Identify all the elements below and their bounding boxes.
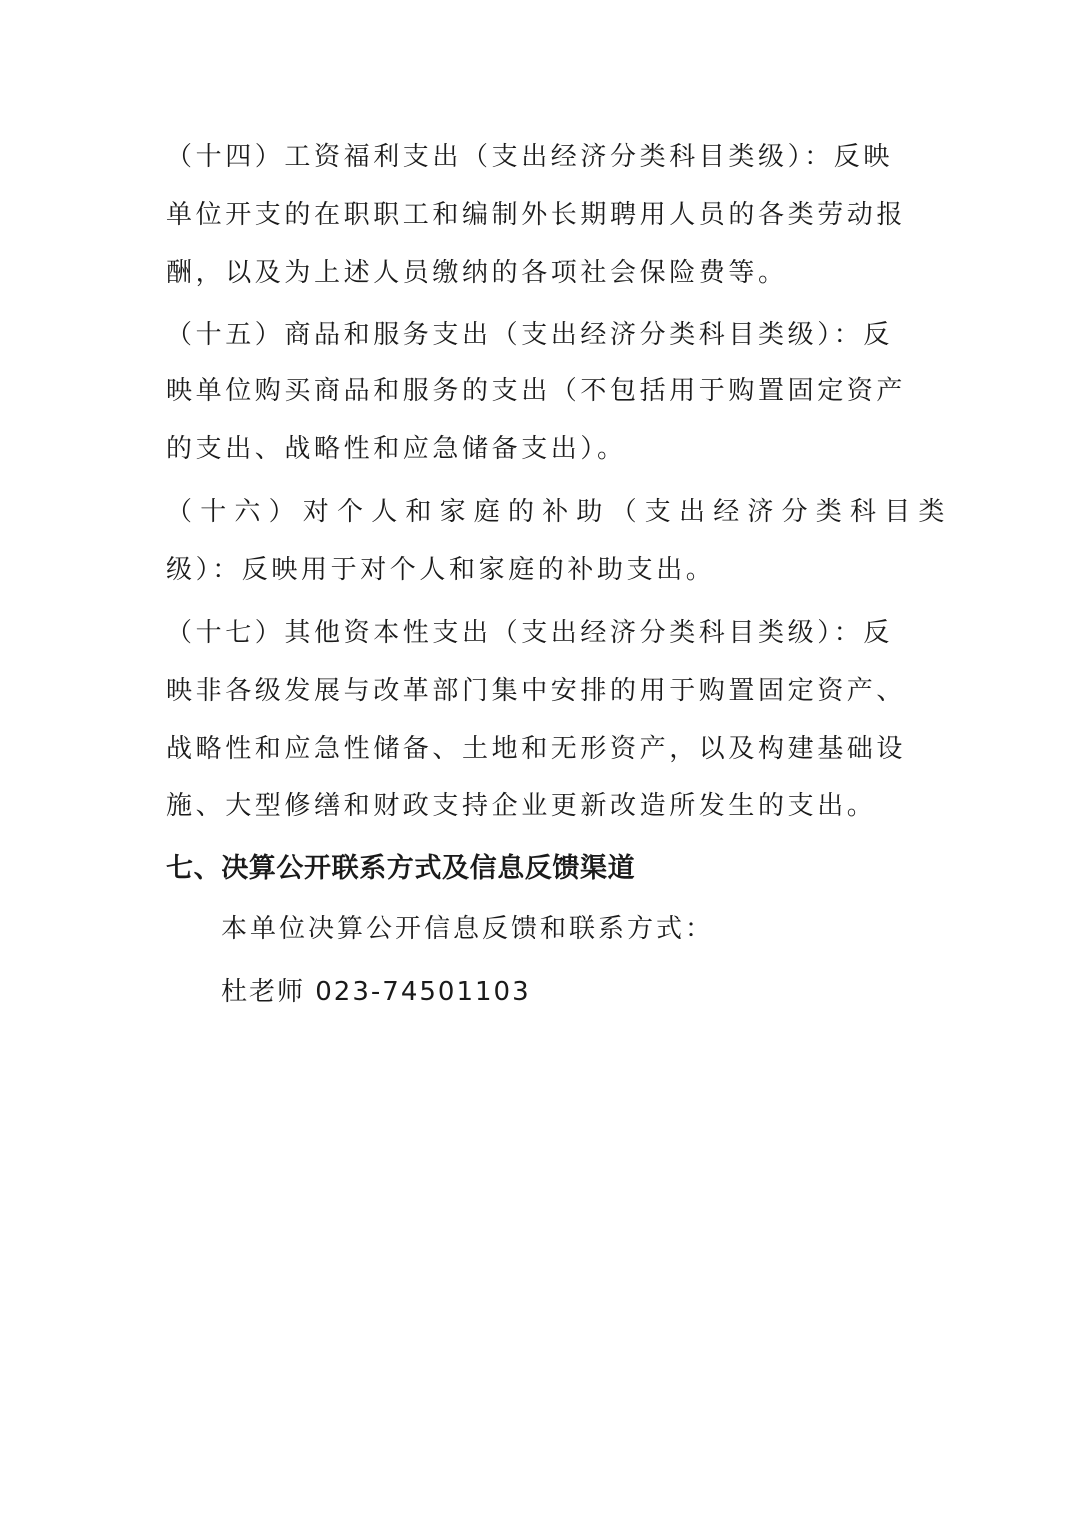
paragraph-15-line-1: （十五）商品和服务支出（支出经济分类科目类级）：反	[166, 320, 894, 350]
contact-intro: 本单位决算公开信息反馈和联系方式：	[221, 914, 715, 944]
paragraph-16-line-2: 级）：反映用于对个人和家庭的补助支出。	[166, 555, 716, 585]
contact-line: 杜老师 023-74501103	[221, 977, 531, 1007]
paragraph-14-line-1: （十四）工资福利支出（支出经济分类科目类级）：反映	[166, 142, 894, 172]
paragraph-17-line-4: 施、大型修缮和财政支持企业更新改造所发生的支出。	[166, 791, 877, 821]
paragraph-16-line-1: （十六）对个人和家庭的补助（支出经济分类科目类	[166, 497, 953, 527]
paragraph-17-line-2: 映非各级发展与改革部门集中安排的用于购置固定资产、	[166, 676, 907, 706]
section-heading: 七、决算公开联系方式及信息反馈渠道	[166, 853, 636, 884]
paragraph-17-line-3: 战略性和应急性储备、土地和无形资产，以及构建基础设	[166, 734, 907, 764]
paragraph-14-line-3: 酬，以及为上述人员缴纳的各项社会保险费等。	[166, 258, 788, 288]
paragraph-15-line-3: 的支出、战略性和应急储备支出）。	[166, 434, 627, 464]
paragraph-15-line-2: 映单位购买商品和服务的支出（不包括用于购置固定资产	[166, 376, 907, 406]
paragraph-14-line-2: 单位开支的在职职工和编制外长期聘用人员的各类劳动报	[166, 200, 907, 230]
paragraph-17-line-1: （十七）其他资本性支出（支出经济分类科目类级）：反	[166, 618, 894, 648]
